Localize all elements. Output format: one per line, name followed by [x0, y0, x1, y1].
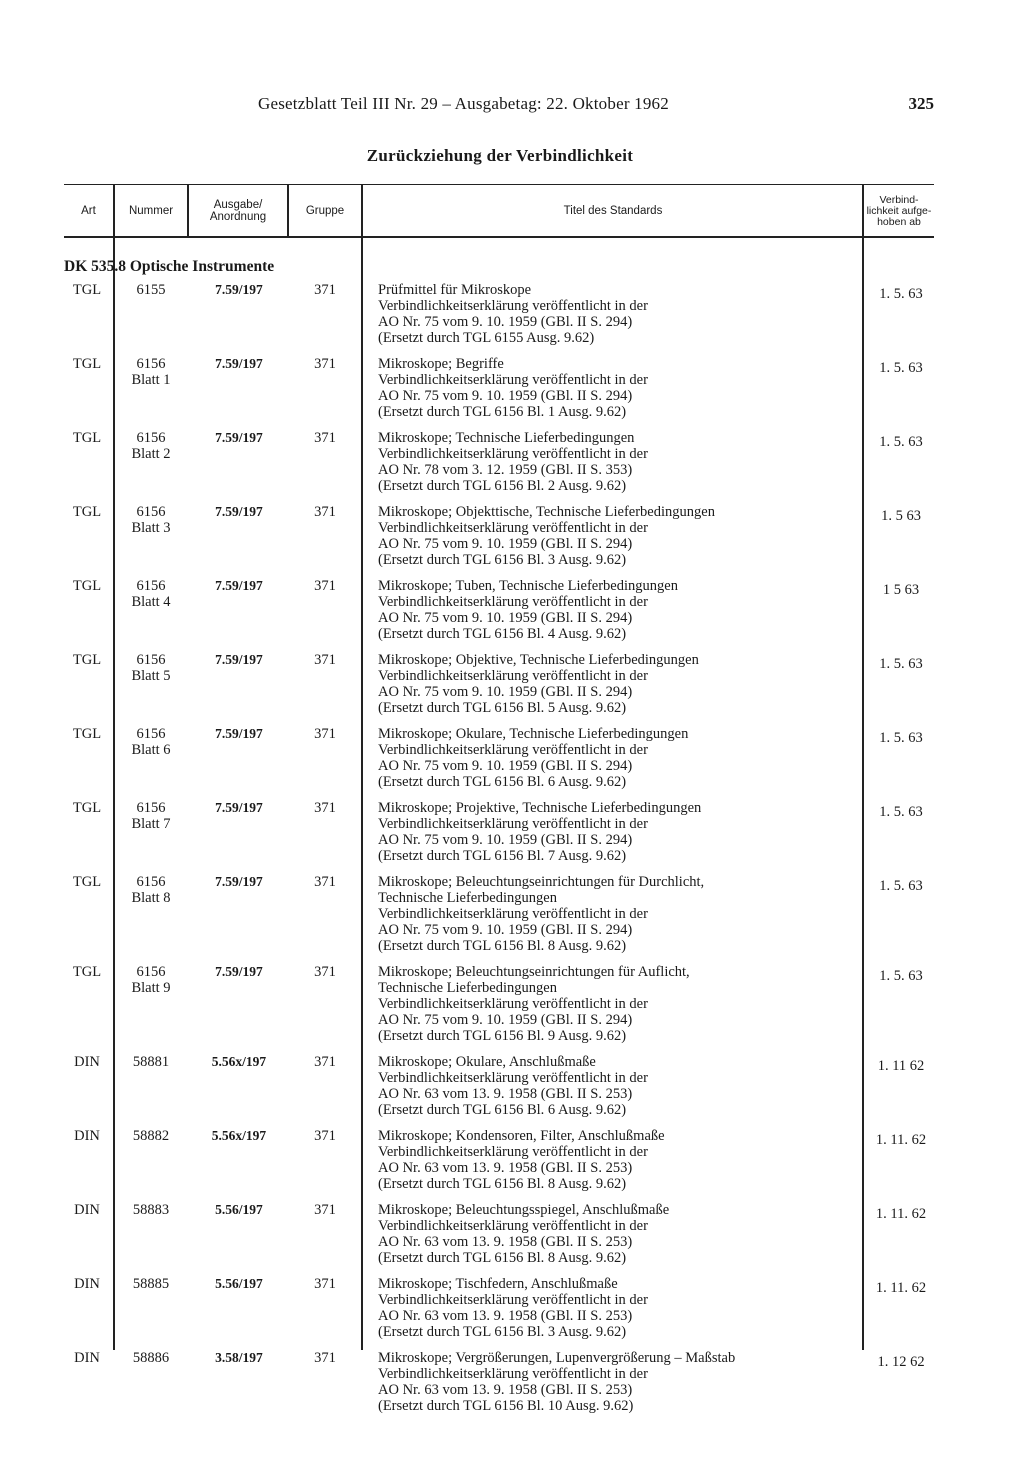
titel-line: Verbindlichkeitserklärung veröffentlicht in der	[378, 996, 648, 1012]
cell-gruppe: 371	[314, 578, 336, 594]
cell-titel	[378, 504, 848, 568]
nummer-value: 6155	[136, 282, 166, 298]
nummer-value: 58886	[132, 1350, 170, 1366]
titel-line: AO Nr. 63 vom 13. 9. 1958 (GBl. II S. 253)	[378, 1086, 633, 1102]
cell-art: DIN	[74, 1054, 100, 1070]
cell-nummer	[116, 652, 186, 684]
titel-line: (Ersetzt durch TGL 6156 Bl. 1 Ausg. 9.62)	[378, 404, 627, 420]
cell-ausgabe: 7.59/197	[215, 578, 263, 593]
group-heading: DK 535.8 Optische Instrumente	[64, 258, 275, 275]
cell-nummer	[116, 726, 186, 758]
column-divider	[361, 184, 363, 1350]
titel-line: (Ersetzt durch TGL 6156 Bl. 8 Ausg. 9.62)	[378, 1250, 627, 1266]
cell-ausgabe: 7.59/197	[215, 430, 263, 445]
titel-line: Mikroskope; Objekttische, Technische Lieferbedingungen	[378, 504, 715, 520]
cell-gruppe: 371	[314, 430, 336, 446]
titel-line: AO Nr. 75 vom 9. 10. 1959 (GBl. II S. 294)	[378, 922, 633, 938]
cell-art: DIN	[74, 1128, 100, 1144]
cell-ausgabe: 3.58/197	[215, 1350, 263, 1365]
column-divider	[862, 184, 864, 1350]
titel-line: Mikroskope; Beleuchtungseinrichtungen für Durchlicht,	[378, 874, 705, 890]
cell-titel	[378, 356, 848, 420]
cell-art: TGL	[72, 874, 102, 890]
titel-line: (Ersetzt durch TGL 6156 Bl. 9 Ausg. 9.62)	[378, 1028, 627, 1044]
table-header	[64, 184, 934, 239]
titel-line: AO Nr. 75 vom 9. 10. 1959 (GBl. II S. 294)	[378, 610, 633, 626]
cell-nummer	[116, 282, 186, 298]
blatt-value: Blatt 3	[131, 520, 171, 536]
cell-aufgehoben: 1. 5 63	[881, 508, 921, 524]
titel-line: Verbindlichkeitserklärung veröffentlicht in der	[378, 520, 648, 536]
titel-line: (Ersetzt durch TGL 6156 Bl. 10 Ausg. 9.62)	[378, 1398, 634, 1414]
column-divider	[287, 184, 289, 238]
cell-art: DIN	[74, 1276, 100, 1292]
titel-line: (Ersetzt durch TGL 6156 Bl. 5 Ausg. 9.62)	[378, 700, 627, 716]
nummer-value: 6156	[136, 874, 166, 890]
titel-line: (Ersetzt durch TGL 6156 Bl. 8 Ausg. 9.62)	[378, 1176, 627, 1192]
titel-line: AO Nr. 75 vom 9. 10. 1959 (GBl. II S. 294)	[378, 536, 633, 552]
cell-titel	[378, 964, 848, 1044]
blatt-value: Blatt 2	[131, 446, 171, 462]
cell-ausgabe: 7.59/197	[215, 726, 263, 741]
cell-aufgehoben: 1. 5. 63	[879, 730, 923, 746]
cell-art: TGL	[72, 282, 102, 298]
titel-line: AO Nr. 75 vom 9. 10. 1959 (GBl. II S. 294)	[378, 684, 633, 700]
cell-titel	[378, 1202, 848, 1266]
titel-line: AO Nr. 75 vom 9. 10. 1959 (GBl. II S. 294)	[378, 1012, 633, 1028]
cell-nummer	[116, 356, 186, 388]
titel-line: Verbindlichkeitserklärung veröffentlicht in der	[378, 1070, 648, 1086]
cell-titel	[378, 1128, 848, 1192]
cell-aufgehoben: 1. 12 62	[877, 1354, 925, 1370]
titel-line: AO Nr. 63 vom 13. 9. 1958 (GBl. II S. 253)	[378, 1308, 633, 1324]
cell-aufgehoben: 1. 5. 63	[879, 286, 923, 302]
cell-nummer	[116, 964, 186, 996]
cell-titel	[378, 1276, 848, 1340]
col-header-aufgehoben: Verbind-lichkeit aufge-hoben ab	[866, 193, 932, 228]
cell-nummer	[116, 1350, 186, 1366]
titel-line: Mikroskope; Beleuchtungsspiegel, Anschlußmaße	[378, 1202, 670, 1218]
titel-line: Mikroskope; Tuben, Technische Lieferbedingungen	[378, 578, 678, 594]
titel-line: AO Nr. 63 vom 13. 9. 1958 (GBl. II S. 253)	[378, 1160, 633, 1176]
cell-titel	[378, 430, 848, 494]
cell-gruppe: 371	[314, 800, 336, 816]
cell-art: TGL	[72, 356, 102, 372]
col-header-ausgabe: Ausgabe/ Anordnung	[209, 199, 267, 223]
titel-line: Verbindlichkeitserklärung veröffentlicht in der	[378, 742, 648, 758]
titel-line: Mikroskope; Okulare, Anschlußmaße	[378, 1054, 596, 1070]
nummer-value: 58883	[132, 1202, 170, 1218]
cell-art: TGL	[72, 964, 102, 980]
cell-nummer	[116, 1128, 186, 1144]
cell-art: TGL	[72, 504, 102, 520]
cell-titel	[378, 1350, 848, 1414]
nummer-value: 58881	[132, 1054, 170, 1070]
titel-line: Verbindlichkeitserklärung veröffentlicht in der	[378, 816, 648, 832]
column-divider	[113, 184, 115, 1350]
header-rule	[64, 236, 934, 238]
page-header	[0, 94, 1024, 118]
titel-line: Verbindlichkeitserklärung veröffentlicht in der	[378, 1218, 648, 1234]
cell-titel	[378, 652, 848, 716]
titel-line: (Ersetzt durch TGL 6156 Bl. 4 Ausg. 9.62)	[378, 626, 627, 642]
titel-line: Technische Lieferbedingungen	[378, 890, 557, 906]
titel-line: Verbindlichkeitserklärung veröffentlicht in der	[378, 298, 648, 314]
nummer-value: 58885	[132, 1276, 170, 1292]
titel-line: AO Nr. 75 vom 9. 10. 1959 (GBl. II S. 294)	[378, 758, 633, 774]
cell-ausgabe: 7.59/197	[215, 504, 263, 519]
titel-line: Mikroskope; Kondensoren, Filter, Anschlußmaße	[378, 1128, 665, 1144]
titel-line: (Ersetzt durch TGL 6156 Bl. 8 Ausg. 9.62)	[378, 938, 627, 954]
col-header-titel: Titel des Standards	[563, 205, 663, 217]
cell-ausgabe: 7.59/197	[215, 874, 263, 889]
titel-line: (Ersetzt durch TGL 6156 Bl. 6 Ausg. 9.62)	[378, 1102, 627, 1118]
cell-nummer	[116, 1054, 186, 1070]
titel-line: Mikroskope; Objektive, Technische Lieferbedingungen	[378, 652, 699, 668]
cell-titel	[378, 800, 848, 864]
cell-art: DIN	[74, 1202, 100, 1218]
cell-gruppe: 371	[314, 1202, 336, 1218]
nummer-value: 6156	[136, 356, 166, 372]
cell-aufgehoben: 1. 11. 62	[875, 1280, 927, 1296]
titel-line: Verbindlichkeitserklärung veröffentlicht in der	[378, 446, 648, 462]
titel-line: Mikroskope; Beleuchtungseinrichtungen für Auflicht,	[378, 964, 690, 980]
cell-gruppe: 371	[314, 1350, 336, 1366]
cell-nummer	[116, 874, 186, 906]
nummer-value: 6156	[136, 800, 166, 816]
titel-line: Verbindlichkeitserklärung veröffentlicht in der	[378, 594, 648, 610]
blatt-value: Blatt 5	[131, 668, 171, 684]
titel-line: Mikroskope; Okulare, Technische Lieferbedingungen	[378, 726, 689, 742]
cell-nummer	[116, 1276, 186, 1292]
header-title: Gesetzblatt Teil III Nr. 29 – Ausgabetag: 22. Oktober 1962	[258, 94, 669, 113]
cell-art: TGL	[72, 430, 102, 446]
titel-line: (Ersetzt durch TGL 6155 Ausg. 9.62)	[378, 330, 595, 346]
titel-line: Mikroskope; Tischfedern, Anschlußmaße	[378, 1276, 618, 1292]
cell-gruppe: 371	[314, 1276, 336, 1292]
cell-nummer	[116, 578, 186, 610]
titel-line: AO Nr. 75 vom 9. 10. 1959 (GBl. II S. 294)	[378, 832, 633, 848]
titel-line: Verbindlichkeitserklärung veröffentlicht in der	[378, 1366, 648, 1382]
titel-line: Prüfmittel für Mikroskope	[378, 282, 532, 298]
cell-art: DIN	[74, 1350, 100, 1366]
cell-titel	[378, 578, 848, 642]
nummer-value: 6156	[136, 578, 166, 594]
titel-line: Verbindlichkeitserklärung veröffentlicht in der	[378, 906, 648, 922]
cell-ausgabe: 7.59/197	[215, 356, 263, 371]
cell-art: TGL	[72, 578, 102, 594]
cell-titel	[378, 282, 848, 346]
titel-line: Mikroskope; Projektive, Technische Lieferbedingungen	[378, 800, 702, 816]
cell-art: TGL	[72, 726, 102, 742]
cell-gruppe: 371	[314, 964, 336, 980]
cell-nummer	[116, 504, 186, 536]
cell-gruppe: 371	[314, 1128, 336, 1144]
cell-aufgehoben: 1. 5. 63	[879, 804, 923, 820]
cell-ausgabe: 5.56/197	[215, 1276, 263, 1291]
cell-gruppe: 371	[314, 652, 336, 668]
column-divider	[187, 184, 189, 238]
blatt-value: Blatt 6	[131, 742, 171, 758]
titel-line: (Ersetzt durch TGL 6156 Bl. 3 Ausg. 9.62)	[378, 1324, 627, 1340]
cell-gruppe: 371	[314, 1054, 336, 1070]
titel-line: AO Nr. 63 vom 13. 9. 1958 (GBl. II S. 253)	[378, 1382, 633, 1398]
cell-nummer	[116, 1202, 186, 1218]
titel-line: Verbindlichkeitserklärung veröffentlicht in der	[378, 372, 648, 388]
titel-line: Technische Lieferbedingungen	[378, 980, 557, 996]
titel-line: Verbindlichkeitserklärung veröffentlicht in der	[378, 1292, 648, 1308]
titel-line: AO Nr. 78 vom 3. 12. 1959 (GBl. II S. 353)	[378, 462, 633, 478]
page-number: 325	[908, 94, 934, 113]
blatt-value: Blatt 4	[131, 594, 171, 610]
cell-aufgehoben: 1. 5. 63	[879, 878, 923, 894]
cell-ausgabe: 7.59/197	[215, 282, 263, 297]
cell-gruppe: 371	[314, 874, 336, 890]
cell-titel	[378, 1054, 848, 1118]
blatt-value: Blatt 1	[131, 372, 171, 388]
cell-art: TGL	[72, 800, 102, 816]
titel-line: (Ersetzt durch TGL 6156 Bl. 2 Ausg. 9.62)	[378, 478, 627, 494]
col-header-nummer: Nummer	[128, 205, 174, 217]
cell-aufgehoben: 1 5 63	[882, 582, 920, 598]
cell-aufgehoben: 1. 11 62	[877, 1058, 925, 1074]
cell-nummer	[116, 800, 186, 832]
col-header-art: Art	[81, 205, 96, 217]
cell-ausgabe: 7.59/197	[215, 800, 263, 815]
blatt-value: Blatt 8	[131, 890, 171, 906]
titel-line: Verbindlichkeitserklärung veröffentlicht in der	[378, 668, 648, 684]
cell-gruppe: 371	[314, 504, 336, 520]
cell-aufgehoben: 1. 5. 63	[879, 968, 923, 984]
titel-line: Mikroskope; Technische Lieferbedingungen	[378, 430, 635, 446]
titel-line: (Ersetzt durch TGL 6156 Bl. 6 Ausg. 9.62)	[378, 774, 627, 790]
nummer-value: 6156	[136, 430, 166, 446]
nummer-value: 6156	[136, 652, 166, 668]
blatt-value: Blatt 7	[131, 816, 171, 832]
section-title: Zurückziehung der Verbindlichkeit	[366, 146, 634, 165]
cell-aufgehoben: 1. 5. 63	[879, 360, 923, 376]
cell-gruppe: 371	[314, 356, 336, 372]
cell-gruppe: 371	[314, 282, 336, 298]
cell-ausgabe: 5.56x/197	[211, 1128, 267, 1143]
cell-ausgabe: 7.59/197	[215, 652, 263, 667]
cell-ausgabe: 7.59/197	[215, 964, 263, 979]
titel-line: AO Nr. 75 vom 9. 10. 1959 (GBl. II S. 294)	[378, 314, 633, 330]
titel-line: Verbindlichkeitserklärung veröffentlicht in der	[378, 1144, 648, 1160]
nummer-value: 6156	[136, 504, 166, 520]
nummer-value: 6156	[136, 726, 166, 742]
titel-line: AO Nr. 63 vom 13. 9. 1958 (GBl. II S. 253)	[378, 1234, 633, 1250]
titel-line: (Ersetzt durch TGL 6156 Bl. 3 Ausg. 9.62)	[378, 552, 627, 568]
cell-aufgehoben: 1. 5. 63	[879, 434, 923, 450]
titel-line: AO Nr. 75 vom 9. 10. 1959 (GBl. II S. 294)	[378, 388, 633, 404]
cell-titel	[378, 874, 848, 954]
cell-titel	[378, 726, 848, 790]
titel-line: (Ersetzt durch TGL 6156 Bl. 7 Ausg. 9.62)	[378, 848, 627, 864]
cell-gruppe: 371	[314, 726, 336, 742]
cell-aufgehoben: 1. 5. 63	[879, 656, 923, 672]
cell-ausgabe: 5.56/197	[215, 1202, 263, 1217]
cell-ausgabe: 5.56x/197	[211, 1054, 267, 1069]
cell-aufgehoben: 1. 11. 62	[875, 1206, 927, 1222]
nummer-value: 6156	[136, 964, 166, 980]
cell-art: TGL	[72, 652, 102, 668]
titel-line: Mikroskope; Begriffe	[378, 356, 504, 372]
cell-aufgehoben: 1. 11. 62	[875, 1132, 927, 1148]
titel-line: Mikroskope; Vergrößerungen, Lupenvergrößerung – Maßstab	[378, 1350, 736, 1366]
cell-nummer	[116, 430, 186, 462]
nummer-value: 58882	[132, 1128, 170, 1144]
col-header-gruppe: Gruppe	[305, 205, 345, 217]
blatt-value: Blatt 9	[131, 980, 171, 996]
